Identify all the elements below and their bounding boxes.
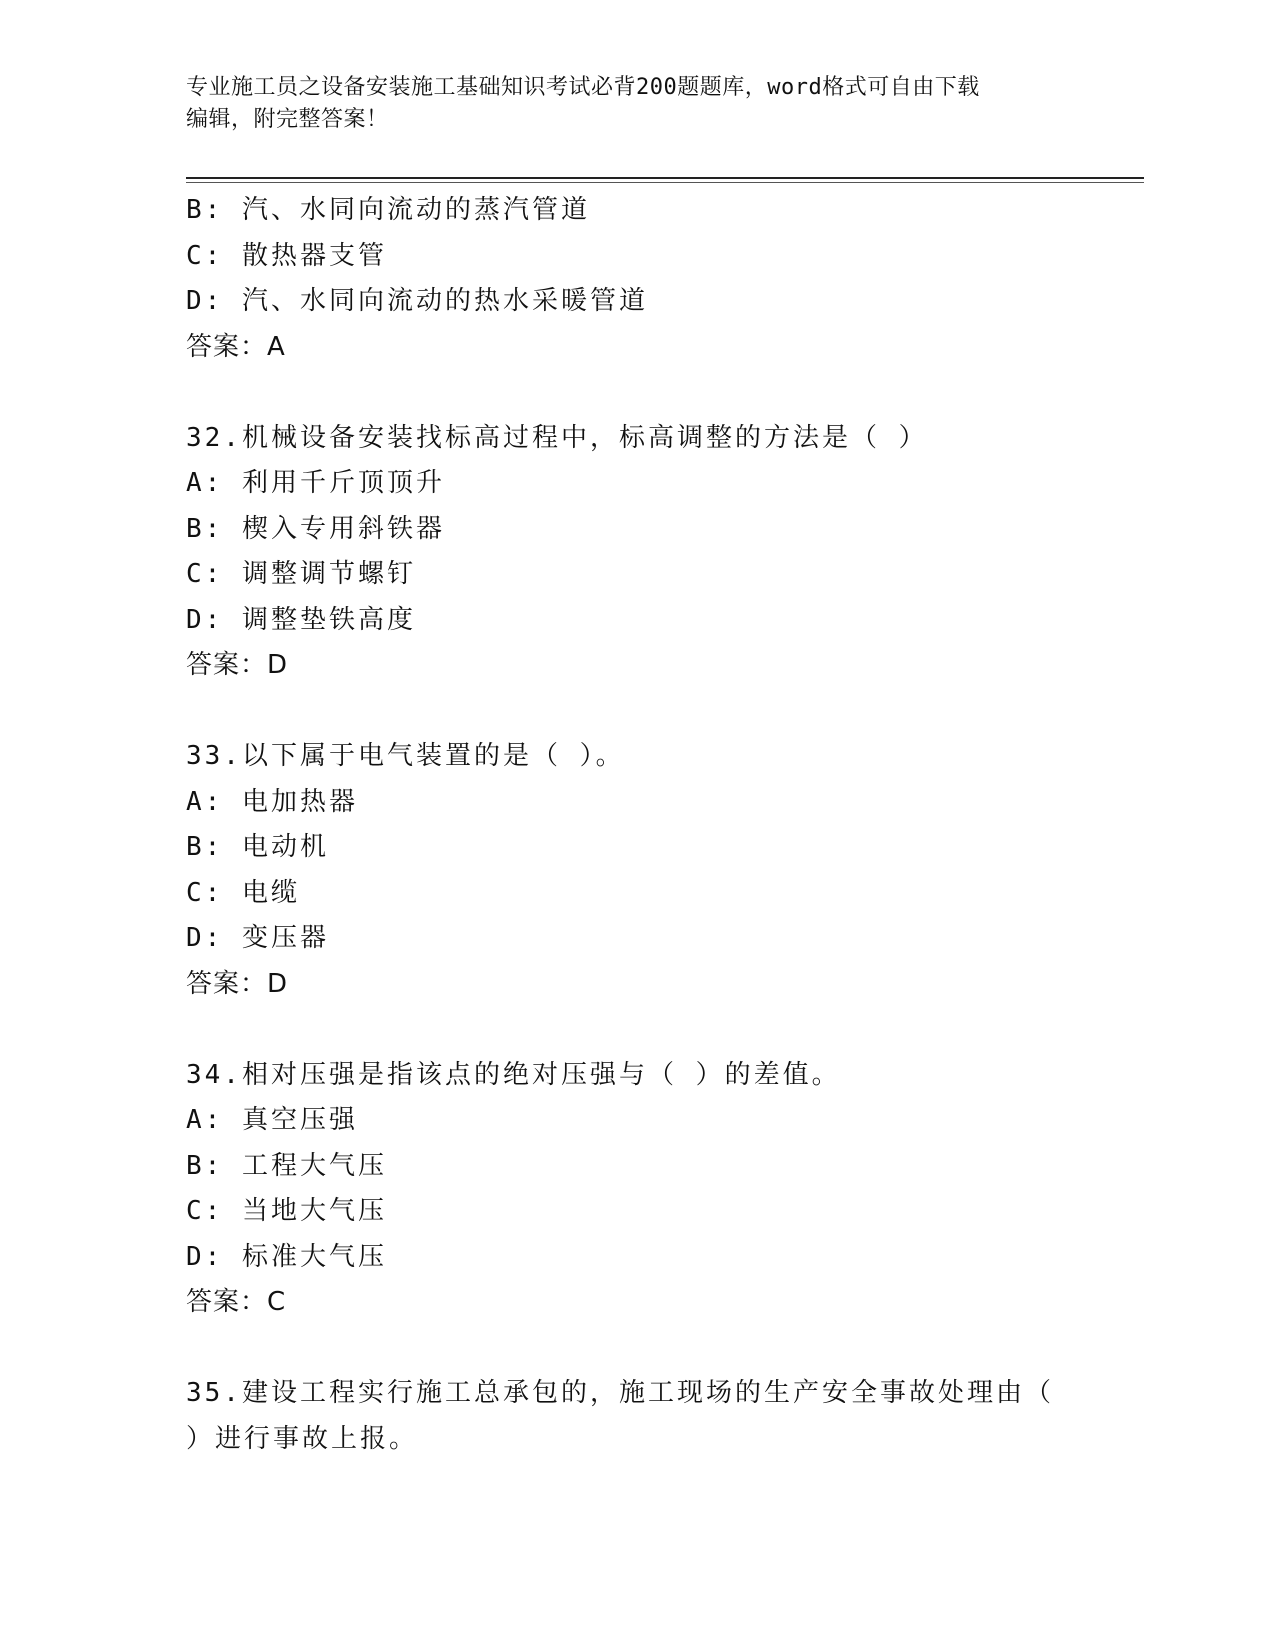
spacer xyxy=(186,370,1086,416)
option-c: C: 散热器支管 xyxy=(186,240,387,271)
question-35 xyxy=(186,1371,1086,1462)
option-b: B: 电动机 xyxy=(186,832,329,862)
answer-label: 答案：C xyxy=(186,1287,287,1317)
document-header xyxy=(186,72,1086,136)
spacer xyxy=(186,1326,1086,1372)
option-b: B: 楔入专用斜铁器 xyxy=(186,513,445,544)
header-divider-thin xyxy=(186,182,1144,183)
question-32 xyxy=(186,416,1086,689)
question-33 xyxy=(186,734,1086,1007)
option-d: D: 调整垫铁高度 xyxy=(186,604,416,635)
option-c: C: 电缆 xyxy=(186,877,300,908)
question-list xyxy=(186,188,1086,1462)
option-d: D: 变压器 xyxy=(186,923,329,953)
question-stem: 33.以下属于电气装置的是（ ）。 xyxy=(186,741,625,771)
option-d: D: 汽、水同向流动的热水采暖管道 xyxy=(186,286,648,316)
header-title-line-2: 编辑，附完整答案！ xyxy=(186,107,389,132)
answer-label: 答案：D xyxy=(186,650,289,680)
question-31-continued xyxy=(186,188,1086,370)
answer-label: 答案：D xyxy=(186,968,289,999)
option-d: D: 标准大气压 xyxy=(186,1241,387,1272)
answer-label: 答案：A xyxy=(186,331,286,362)
question-stem: 32.机械设备安装找标高过程中，标高调整的方法是（ ） xyxy=(186,422,928,453)
spacer xyxy=(186,1007,1086,1053)
header-divider-thick xyxy=(186,177,1144,179)
option-b: B: 工程大气压 xyxy=(186,1150,387,1181)
header-title-line-1: 专业施工员之设备安装施工基础知识考试必背200题题库，word格式可自由下载 xyxy=(186,75,980,100)
option-c: C: 当地大气压 xyxy=(186,1196,387,1226)
option-b: B: 汽、水同向流动的蒸汽管道 xyxy=(186,195,590,225)
option-a: A: 电加热器 xyxy=(186,786,358,817)
question-stem-line-1: 35.建设工程实行施工总承包的，施工现场的生产安全事故处理由（ xyxy=(186,1378,1054,1408)
option-a: A: 真空压强 xyxy=(186,1105,358,1135)
option-a: A: 利用千斤顶顶升 xyxy=(186,468,445,498)
question-34 xyxy=(186,1053,1086,1326)
question-stem-line-2: ）进行事故上报。 xyxy=(186,1423,419,1454)
option-c: C: 调整调节螺钉 xyxy=(186,559,416,589)
spacer xyxy=(186,689,1086,735)
question-stem: 34.相对压强是指该点的绝对压强与（ ）的差值。 xyxy=(186,1059,841,1090)
